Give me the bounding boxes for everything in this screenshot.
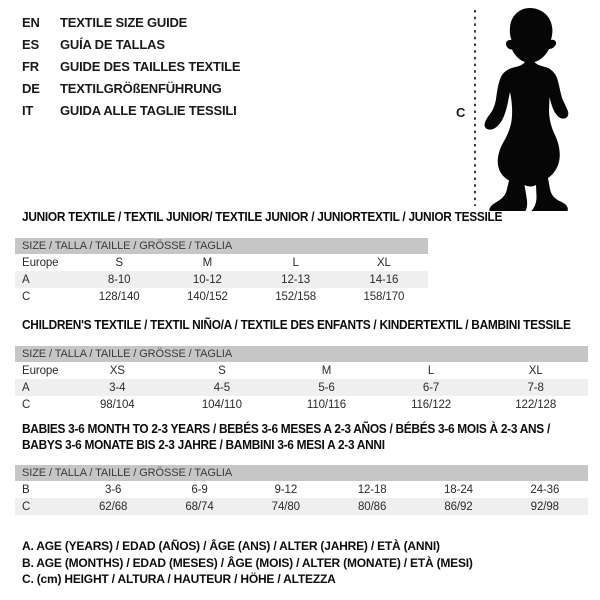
table-title-junior: JUNIOR TEXTILE / TEXTIL JUNIOR/ TEXTILE JUNIOR / JUNIORTEXTIL / JUNIOR TESSILE [22, 210, 503, 224]
age-cell: 12-13 [252, 271, 340, 288]
legend [22, 538, 473, 588]
table-row-age-months [15, 481, 588, 498]
legend-age-months: B. AGE (MONTHS) / EDAD (MESES) / ÂGE (MOIS) / ALTER (MONATE) / ETÀ (MESI) [22, 555, 473, 570]
height-cell: 74/80 [243, 498, 329, 515]
size-cell: S [218, 364, 226, 377]
height-cell: 92/98 [502, 498, 588, 515]
size-cell: XL [376, 256, 391, 269]
lang-label: GUIDA ALLE TAGLIE TESSILI [60, 102, 237, 118]
babies-size-table [15, 465, 588, 515]
table-row-height [15, 288, 428, 305]
lang-code: FR [22, 58, 39, 74]
height-cell: 140/152 [186, 290, 228, 303]
age-cell: 12-18 [357, 483, 387, 496]
row-label: A [15, 271, 75, 288]
age-cell: 5-6 [274, 379, 379, 396]
age-cell: 6-9 [191, 483, 208, 496]
size-cell: L [292, 256, 299, 269]
lang-code: IT [22, 102, 34, 118]
size-cell: L [427, 364, 435, 377]
age-cell: 14-16 [340, 271, 428, 288]
lang-label: TEXTILGRÖßENFÜHRUNG [60, 80, 222, 96]
row-label: B [22, 483, 30, 496]
table-row-europe [15, 362, 588, 379]
age-cell: 3-4 [65, 379, 170, 396]
height-cell: 116/122 [411, 398, 452, 411]
lang-label: TEXTILE SIZE GUIDE [60, 14, 188, 30]
language-title-list [22, 11, 240, 121]
table-title-babies-line1: BABIES 3-6 MONTH TO 2-3 YEARS / BEBÉS 3-6 MESES A 2-3 AÑOS / BÉBÉS 3-6 MOIS À 2-3 ANS / [22, 422, 550, 436]
table-title-children: CHILDREN'S TEXTILE / TEXTIL NIÑO/A / TEXTILE DES ENFANTS / KINDERTEXTIL / BAMBINI TESSILE [22, 318, 571, 332]
row-label: C [15, 498, 70, 515]
row-label: C [22, 290, 31, 303]
height-cell: 62/68 [70, 498, 156, 515]
height-cell: 86/92 [415, 498, 501, 515]
junior-size-table [15, 238, 428, 305]
lang-code: DE [22, 80, 40, 96]
lang-row-fr [22, 55, 240, 77]
baby-silhouette-icon [485, 8, 569, 211]
age-cell: 8-10 [75, 271, 163, 288]
size-header: SIZE / TALLA / TAILLE / GRÖSSE / TAGLIA [15, 238, 428, 254]
height-cell: 122/128 [515, 398, 557, 411]
size-cell: M [202, 256, 213, 269]
height-cell: 98/104 [100, 398, 135, 411]
table-header-row [15, 238, 428, 254]
row-label: C [22, 398, 31, 411]
age-cell: 3-6 [105, 483, 122, 496]
size-cell: XL [528, 364, 543, 377]
table-title-babies [22, 421, 550, 453]
legend-height: C. (cm) HEIGHT / ALTURA / HAUTEUR / HÖHE / ALTEZZA [22, 572, 336, 586]
row-label: Europe [22, 364, 59, 377]
size-cell: M [321, 364, 332, 377]
height-cell: 68/74 [156, 498, 242, 515]
table-row-europe [15, 254, 428, 271]
age-cell: 9-12 [274, 483, 298, 496]
height-cell: 152/158 [275, 290, 317, 303]
lang-row-de [22, 77, 240, 99]
age-cell: 24-36 [530, 483, 560, 496]
lang-row-en [22, 11, 240, 33]
table-header-row [15, 465, 588, 481]
height-measure-label: C [456, 105, 466, 120]
age-cell: 6-7 [379, 379, 484, 396]
children-size-table [15, 346, 588, 413]
size-header: SIZE / TALLA / TAILLE / GRÖSSE / TAGLIA [15, 465, 588, 481]
table-row-height [15, 396, 588, 413]
age-cell: 7-8 [483, 379, 588, 396]
table-title-babies-line2: BABYS 3-6 MONATE BIS 2-3 JAHRE / BAMBINI 3-6 MESI A 2-3 ANNI [22, 438, 385, 452]
size-cell: S [115, 256, 123, 269]
height-cell: 158/170 [363, 290, 405, 303]
height-cell: 80/86 [329, 498, 415, 515]
table-header-row [15, 346, 588, 362]
height-cell: 110/116 [306, 398, 347, 411]
lang-row-es [22, 33, 240, 55]
legend-age-years: A. AGE (YEARS) / EDAD (AÑOS) / ÂGE (ANS) / ALTER (JAHRE) / ETÀ (ANNI) [22, 539, 440, 553]
row-label: Europe [22, 256, 59, 269]
height-cell: 128/140 [98, 290, 140, 303]
age-cell: 4-5 [170, 379, 275, 396]
size-cell: XS [109, 364, 125, 377]
table-row-age [15, 379, 588, 396]
lang-label: GUÍA DE TALLAS [60, 36, 165, 52]
lang-row-it [22, 99, 240, 121]
age-cell: 18-24 [444, 483, 473, 496]
baby-silhouette-figure [470, 0, 600, 215]
lang-label: GUIDE DES TAILLES TEXTILE [60, 58, 241, 74]
table-row-age [15, 271, 428, 288]
height-cell: 104/110 [201, 398, 242, 411]
size-header: SIZE / TALLA / TAILLE / GRÖSSE / TAGLIA [15, 346, 588, 362]
lang-code: ES [22, 36, 39, 52]
row-label: A [15, 379, 65, 396]
age-cell: 10-12 [163, 271, 251, 288]
lang-code: EN [22, 14, 40, 30]
table-row-height [15, 498, 588, 515]
